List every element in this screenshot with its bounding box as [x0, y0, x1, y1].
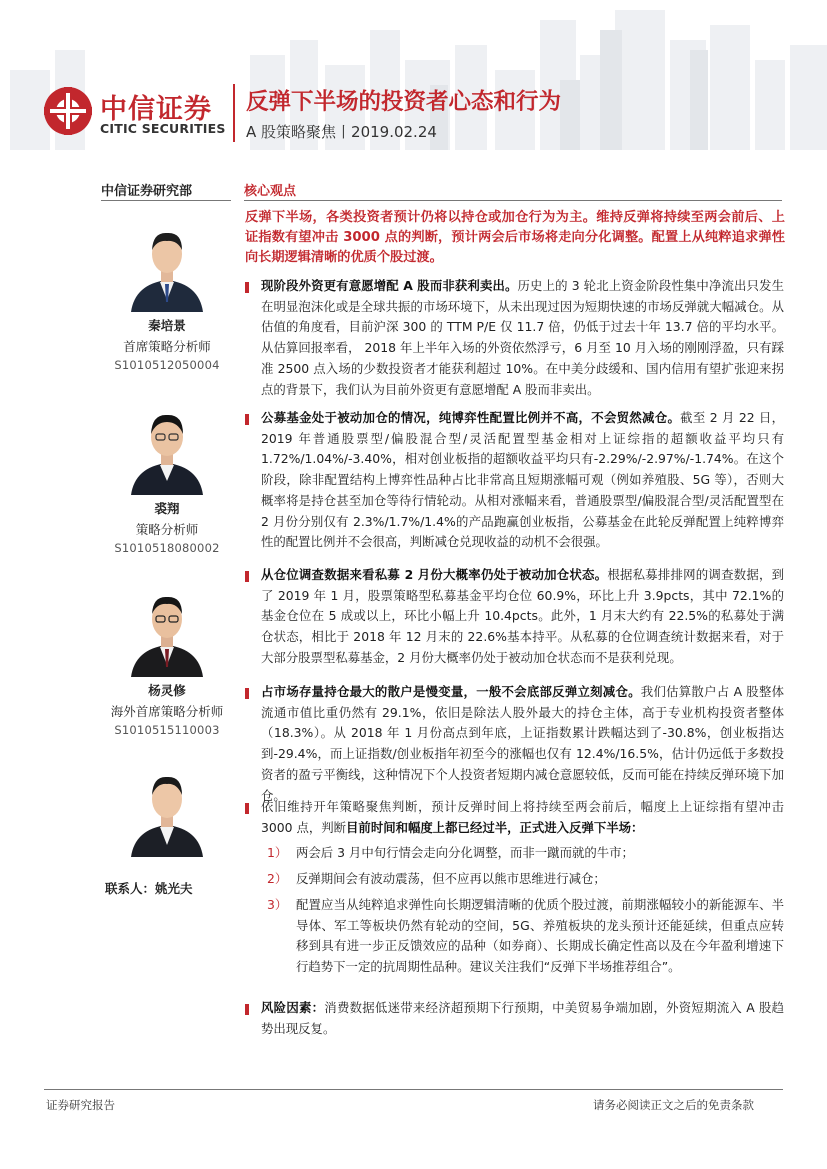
analyst-photo	[127, 405, 207, 495]
key-point-text: 我们估算散户占 A 股整体流通市值比重仍然有 29.1%，依旧是除法人股外最大的持仓主体，高于专业机构投资者整体（18.3%）。从 2018 年 1 月份高点到年底，上证指数累计跌幅达到了-30.8%，创业板指达到-29.4%，而上证指数/创业板指年初至今的涨幅也仅有 12.4%/16.5%，估计仍远低于多数投资者的盈亏平衡线，这种情况下个人投资者短期内减仓意愿较低，反而可能在持续反弹环境下加仓。	[261, 684, 784, 803]
section-divider	[244, 200, 782, 201]
key-point-text: 截至 2 月 22 日，2019 年普通股票型/偏股混合型/灵活配置型基金相对上证综指的超额收益平均只有 1.72%/1.04%/-3.40%，相对创业板指的超额收益平均只有-2.29%/-2.97%/-1.74%。在这个阶段，除非配置结构上博弈性品种占比非常高且短期涨幅可观（例如养殖股、5G 等），否则大概率将是持仓甚至加仓等待行情轮动。从相对涨幅来看，普通股票型/偏股混合型/灵活配置型在 2 月份分别仅有 2.3%/1.7%/1.4%的产品跑赢创业板指，公募基金在此轮反弹配置上纯粹博弈性的配置比例并不会很高，判断减仓兑现收益的动机不会很强。	[261, 410, 785, 550]
analyst-card	[97, 222, 237, 372]
key-point	[261, 682, 784, 806]
key-point	[261, 565, 784, 669]
analyst-card	[97, 587, 237, 737]
key-point-heading: 现阶段外资更有意愿增配 A 股而非获利卖出。	[261, 278, 518, 293]
bullet-marker	[245, 688, 249, 699]
key-point-heading: 占市场存量持仓最大的散户是慢变量，一般不会底部反弹立刻减仓。	[261, 684, 641, 699]
footer-report-type: 证券研究报告	[46, 1098, 115, 1112]
analyst-certificate: S1010518080002	[114, 541, 220, 555]
brand-name-en: CITIC SECURITIES	[100, 121, 226, 136]
analyst-title: 策略分析师	[135, 522, 199, 537]
citic-logo-icon	[42, 85, 94, 137]
section-title: 核心观点	[244, 184, 297, 199]
sub-point	[267, 843, 784, 864]
risk-text: 消费数据低迷带来经济超预期下行预期，中美贸易争端加剧，外资短期流入 A 股趋势出现反复。	[261, 1000, 784, 1036]
analyst-name: 杨灵修	[148, 683, 186, 698]
key-point-text: 依旧维持开年策略聚焦判断，预计反弹时间上将持续至两会前后，幅度上上证综指有望冲击 3000 点，判断	[261, 799, 784, 835]
analyst-certificate: S1010512050004	[114, 358, 220, 372]
analyst-name: 裘翔	[154, 501, 180, 516]
bullet-marker	[245, 414, 249, 425]
contact-photo	[127, 767, 207, 857]
key-point-heading: 从仓位调查数据来看私募 2 月份大概率仍处于被动加仓状态。	[261, 567, 608, 582]
sub-point-number: 3）	[267, 897, 288, 912]
sub-point-number: 2）	[267, 871, 288, 886]
sidebar-divider	[101, 200, 231, 201]
key-point-text: 根据私募排排网的调查数据，到了 2019 年 1 月，股票策略型私募基金平均仓位 60.9%，环比上升 3.9pcts，其中 72.1%的基金仓位在 5 成或以上，环比小幅上升 10.4pcts。此外，1 月末大约有 22.5%的私募处于满仓状态，相比于 2018 年 12 月末的 22.6%基本持平。从私募的仓位调查统计数据来看，对于大部分股票型私募基金，2 月份大概率仍处于被动加仓状态而不是获利兑现。	[261, 567, 785, 665]
bullet-marker	[245, 571, 249, 582]
key-point-text: 历史上的 3 轮北上资金阶段性集中净流出只发生在明显泡沫化或是全球共振的市场环境下，从未出现过因为短期快速的市场反弹就大幅减仓。从估值的角度看，目前沪深 300 的 TTM P/E 仅 11.7 倍，仍低于过去十年 13.7 倍的平均水平。从估算回报率看， 2018 年上半年入场的外资依然浮亏，6 月至 10 月入场的刚刚浮盈，只有踩准 2500 点入场的少数投资者才能获利超过 10%。在中美分歧缓和、国内信用有望扩张迎来拐点的背景下，我们认为目前外资更有意愿增配 A 股而非卖出。	[261, 278, 784, 397]
key-point	[261, 408, 784, 553]
footer-divider	[44, 1089, 783, 1090]
title-separator	[233, 84, 235, 142]
sub-point-text: 反弹期间会有波动震荡，但不应再以熊市思维进行减仓；	[296, 871, 606, 886]
analyst-photo	[127, 587, 207, 677]
analyst-photo	[127, 222, 207, 312]
brand-logo	[42, 85, 242, 140]
report-subtitle: A 股策略聚焦丨2019.02.24	[246, 123, 437, 141]
key-point	[261, 276, 784, 400]
analyst-name: 秦培景	[148, 318, 186, 333]
key-point-heading: 公募基金处于被动加仓的情况，纯博弈性配置比例并不高，不会贸然减仓。	[261, 410, 681, 425]
analyst-certificate: S1010515110003	[114, 723, 220, 737]
sub-point	[267, 869, 784, 890]
key-point	[261, 797, 784, 838]
bullet-marker	[245, 1004, 249, 1015]
bullet-marker	[245, 803, 249, 814]
footer-disclaimer: 请务必阅读正文之后的免责条款	[593, 1098, 754, 1112]
department-label: 中信证券研究部	[101, 184, 193, 199]
brand-name-cn: 中信证券	[100, 94, 212, 125]
analyst-card	[97, 405, 237, 555]
sub-point	[267, 895, 784, 978]
risk-factors	[261, 998, 784, 1039]
risk-label: 风险因素：	[261, 1000, 325, 1015]
sub-point-text: 两会后 3 月中旬行情会走向分化调整，而非一蹴而就的牛市；	[296, 845, 634, 860]
analyst-title: 海外首席策略分析师	[110, 704, 224, 719]
bullet-marker	[245, 282, 249, 293]
sub-point-number: 1）	[267, 845, 288, 860]
key-point-heading: 目前时间和幅度上都已经过半，正式进入反弹下半场：	[346, 819, 644, 835]
contact-person: 联系人：姚光夫	[105, 881, 193, 896]
sub-point-text: 配置应当从纯粹追求弹性向长期逻辑清晰的优质个股过渡，前期涨幅较小的新能源车、半导体、军工等板块仍然有轮动的空间，5G、养殖板块的龙头预计还能延续，但重点应转移到具有进一步正反馈效应的品种（如券商）、长期成长确定性高以及在今年盈利增速下行趋势下一定的抗周期性品种。建议关注我们“反弹下半场推荐组合”。	[296, 897, 784, 975]
analyst-title: 首席策略分析师	[123, 339, 211, 354]
report-title: 反弹下半场的投资者心态和行为	[246, 89, 562, 115]
lead-summary: 反弹下半场，各类投资者预计仍将以持仓或加仓行为为主。维持反弹将持续至两会前后、上证指数有望冲击 3000 点的判断，预计两会后市场将走向分化调整。配置上从纯粹追求弹性向长期逻辑清晰的优质个股过渡。	[245, 210, 785, 265]
